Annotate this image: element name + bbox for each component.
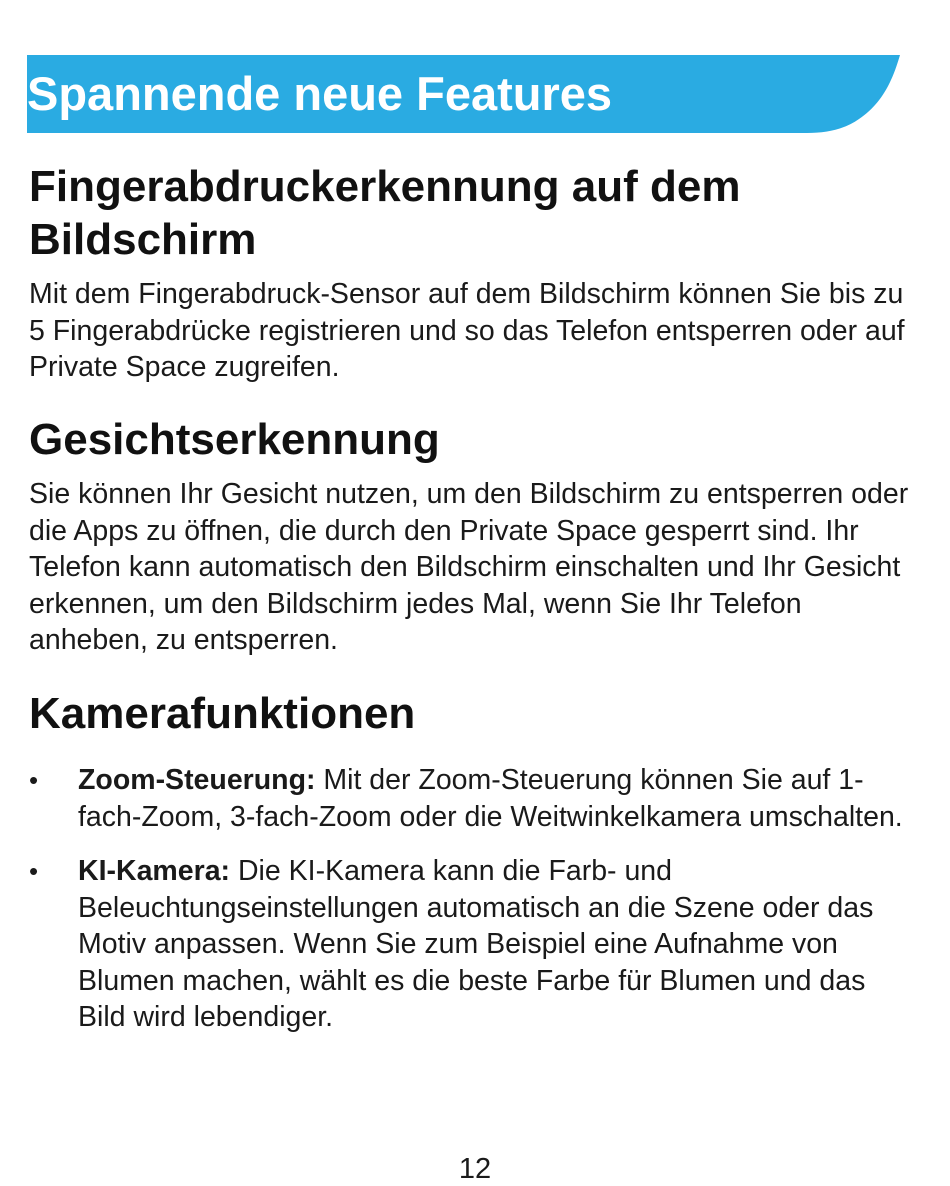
section-face-recognition [29, 413, 909, 659]
section-body: Sie können Ihr Gesicht nutzen, um den Bildschirm zu entsperren oder die Apps zu öffnen, die durch den Private Space gesperrt sind. Ihr Telefon kann automatisch den Bildschirm einschalten und Ihr Gesicht erkennen, um den Bildschirm jedes Mal, wenn Sie Ihr Telefon anheben, zu entsperren. [29, 478, 909, 656]
section-heading: Gesichtserkennung [29, 415, 440, 464]
list-item [29, 853, 909, 1036]
bullet-text: Mit der Zoom-Steuerung können Sie auf 1-fach-Zoom, 3-fach-Zoom oder die Weitwinkelkamera umschalten. [78, 764, 903, 833]
bullet-text: Die KI-Kamera kann die Farb- und Beleuchtungseinstellungen automatisch an die Szene oder das Motiv anpassen. Wenn Sie zum Beispiel eine Aufnahme von Blumen machen, wählt es die beste Farbe für Blumen und das Bild wird lebendiger. [78, 855, 874, 1033]
section-fingerprint [29, 160, 909, 386]
section-banner [27, 55, 904, 133]
section-heading: Fingerabdruckerkennung auf dem Bildschirm [29, 162, 741, 264]
banner-title: Spannende neue Features [27, 67, 613, 120]
bullet-term: KI-Kamera: [78, 855, 231, 887]
section-camera-features [29, 687, 909, 1054]
section-heading: Kamerafunktionen [29, 689, 416, 738]
page-number: 12 [458, 1153, 492, 1185]
bullet-icon: • [29, 856, 39, 886]
bullet-list [29, 762, 909, 1036]
bullet-term: Zoom-Steuerung: [78, 764, 316, 796]
bullet-icon: • [29, 765, 39, 795]
section-body: Mit dem Fingerabdruck-Sensor auf dem Bildschirm können Sie bis zu 5 Fingerabdrücke registrieren und so das Telefon entsperren oder auf Private Space zugreifen. [29, 278, 905, 383]
list-item [29, 762, 909, 835]
